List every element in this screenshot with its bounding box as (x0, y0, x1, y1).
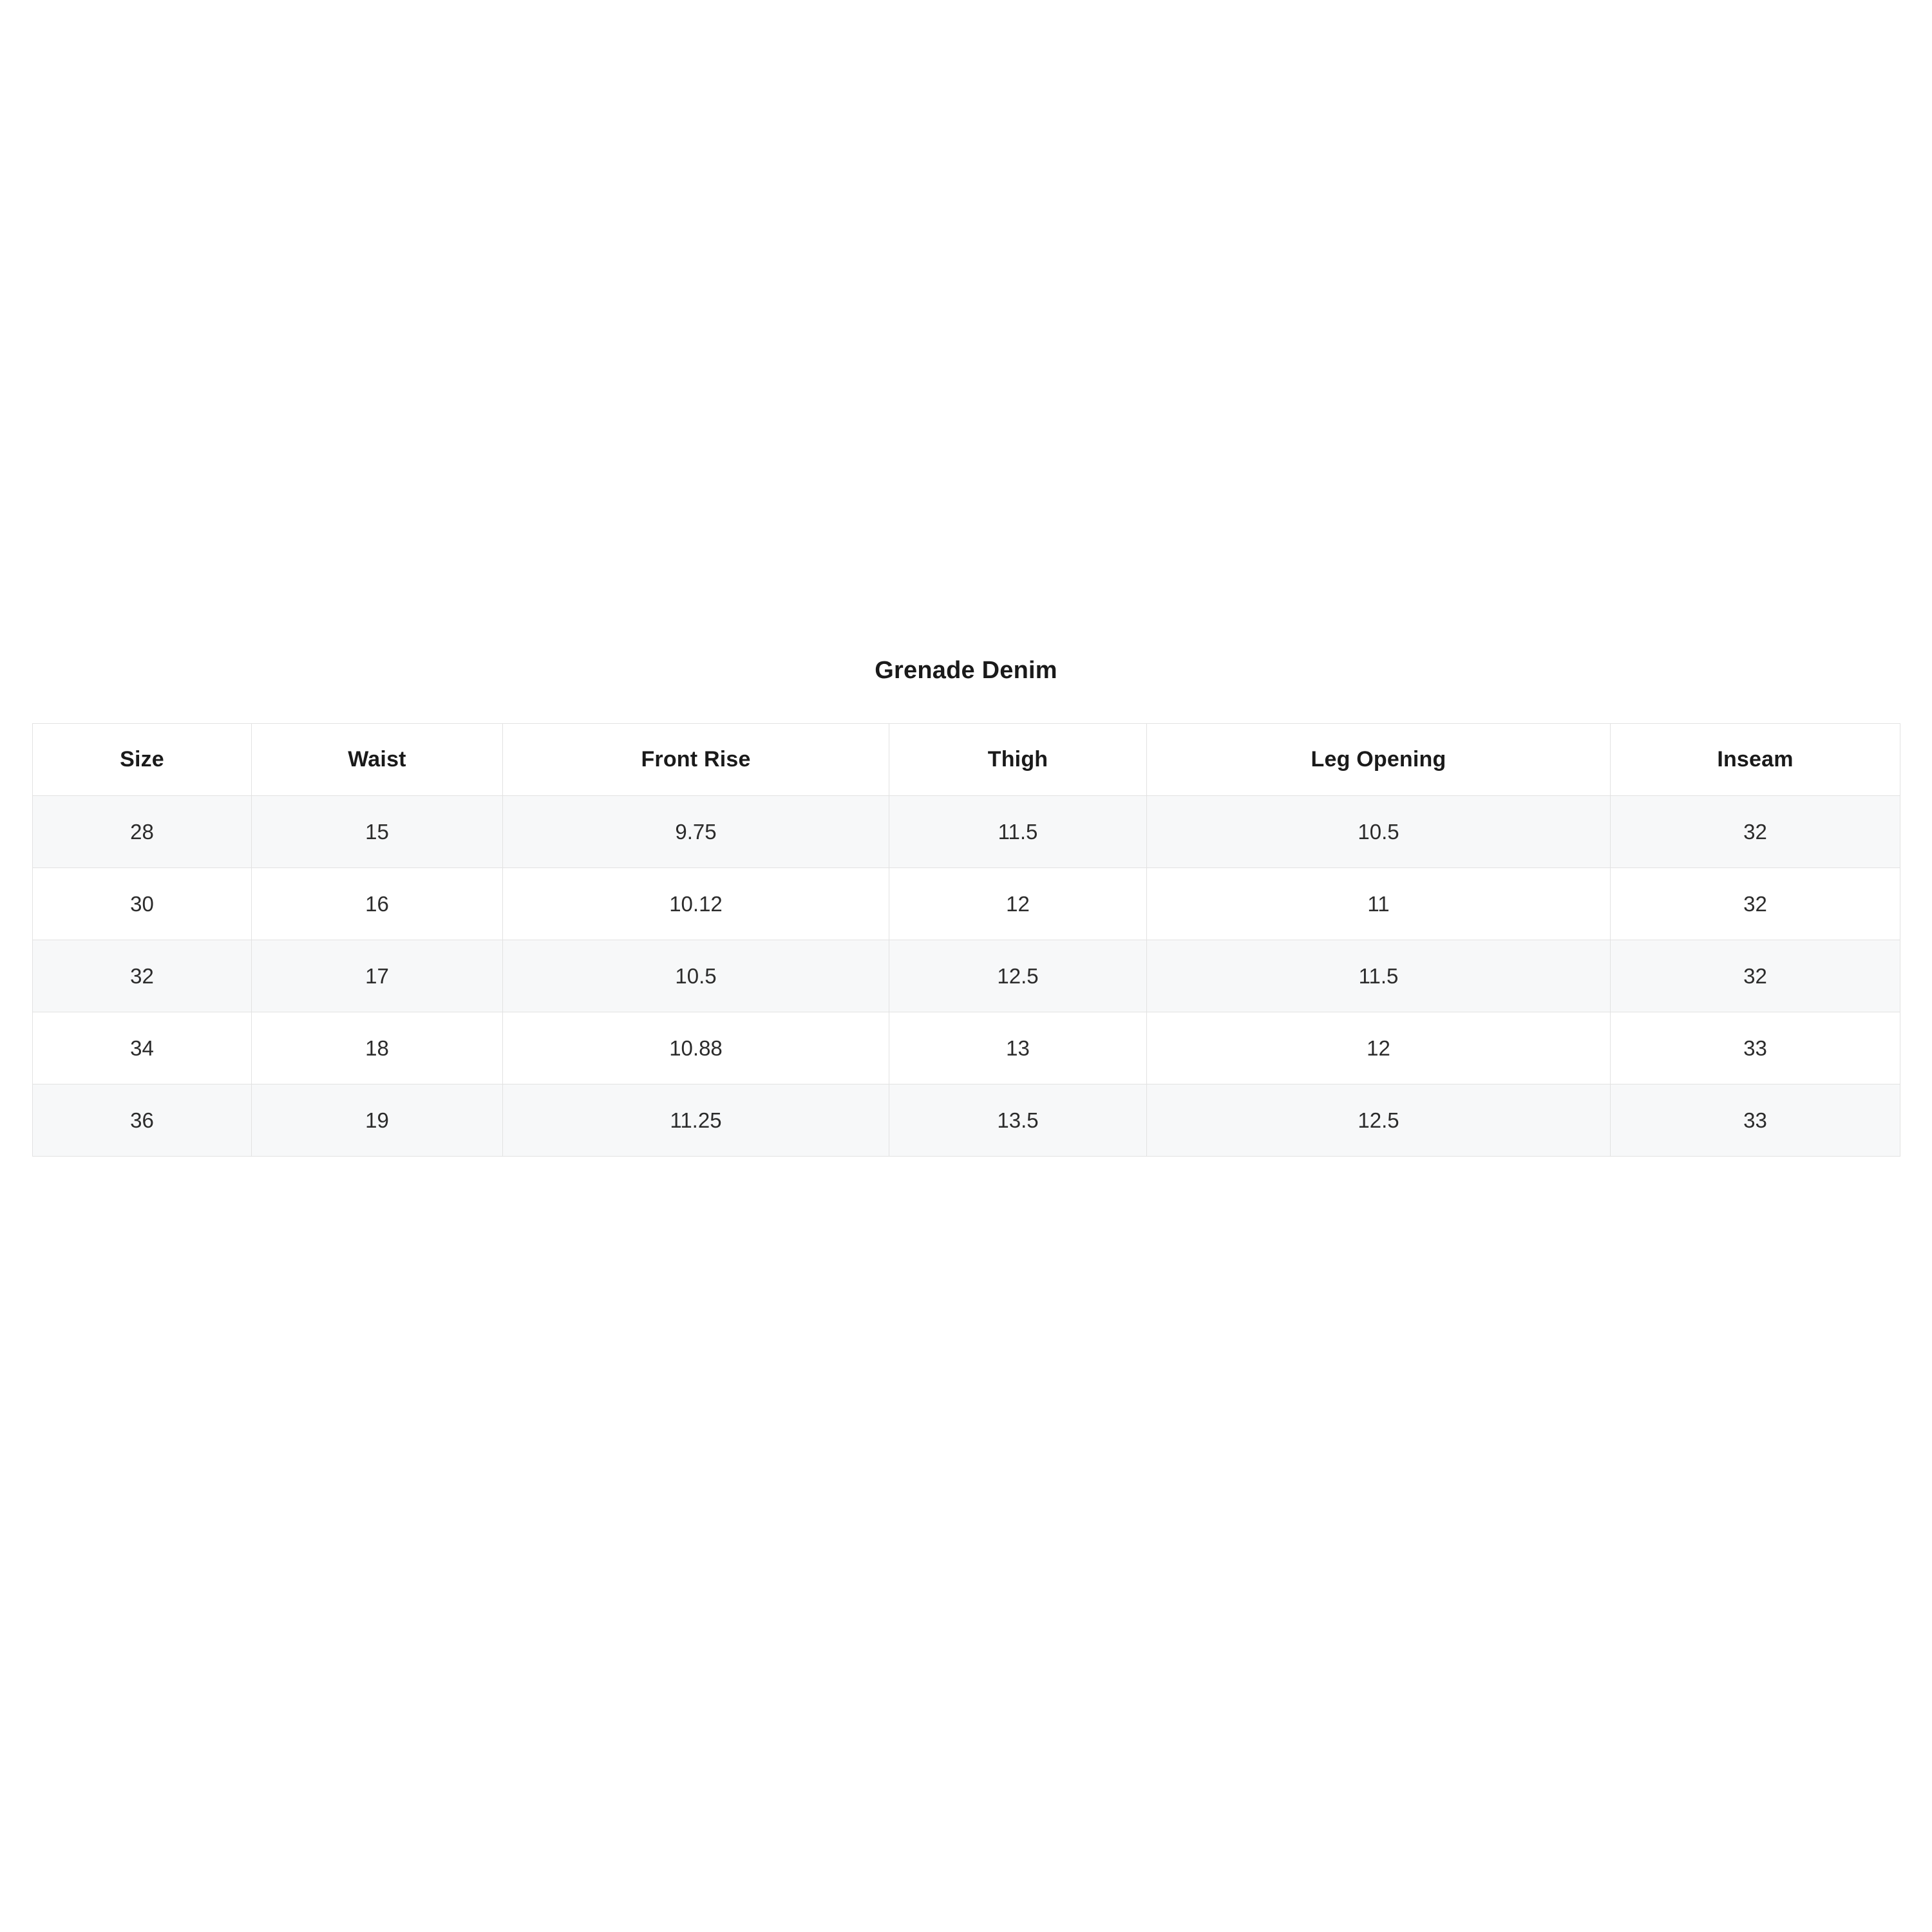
column-header-leg-opening: Leg Opening (1147, 724, 1611, 796)
size-chart-container (32, 657, 1900, 1157)
column-header-waist: Waist (252, 724, 503, 796)
cell-front-rise: 9.75 (503, 796, 889, 868)
cell-front-rise: 11.25 (503, 1084, 889, 1157)
cell-leg-opening: 12.5 (1147, 1084, 1611, 1157)
column-header-size: Size (33, 724, 252, 796)
cell-thigh: 13 (889, 1012, 1147, 1084)
cell-waist: 19 (252, 1084, 503, 1157)
cell-front-rise: 10.12 (503, 868, 889, 940)
table-row (33, 796, 1900, 868)
cell-size: 30 (33, 868, 252, 940)
cell-leg-opening: 11 (1147, 868, 1611, 940)
table-body (33, 796, 1900, 1157)
table-header-row (33, 724, 1900, 796)
cell-thigh: 12.5 (889, 940, 1147, 1012)
cell-leg-opening: 11.5 (1147, 940, 1611, 1012)
cell-size: 34 (33, 1012, 252, 1084)
cell-inseam: 33 (1611, 1012, 1900, 1084)
cell-leg-opening: 12 (1147, 1012, 1611, 1084)
table-row (33, 1012, 1900, 1084)
cell-thigh: 11.5 (889, 796, 1147, 868)
cell-size: 28 (33, 796, 252, 868)
cell-waist: 18 (252, 1012, 503, 1084)
cell-inseam: 33 (1611, 1084, 1900, 1157)
cell-front-rise: 10.88 (503, 1012, 889, 1084)
cell-waist: 16 (252, 868, 503, 940)
cell-size: 36 (33, 1084, 252, 1157)
table-header (33, 724, 1900, 796)
column-header-front-rise: Front Rise (503, 724, 889, 796)
column-header-inseam: Inseam (1611, 724, 1900, 796)
column-header-thigh: Thigh (889, 724, 1147, 796)
cell-size: 32 (33, 940, 252, 1012)
page-title: Grenade Denim (875, 657, 1057, 684)
cell-front-rise: 10.5 (503, 940, 889, 1012)
table-row (33, 940, 1900, 1012)
cell-waist: 17 (252, 940, 503, 1012)
cell-inseam: 32 (1611, 796, 1900, 868)
cell-leg-opening: 10.5 (1147, 796, 1611, 868)
cell-inseam: 32 (1611, 868, 1900, 940)
cell-waist: 15 (252, 796, 503, 868)
cell-thigh: 12 (889, 868, 1147, 940)
cell-inseam: 32 (1611, 940, 1900, 1012)
size-chart-table (32, 723, 1900, 1157)
cell-thigh: 13.5 (889, 1084, 1147, 1157)
table-row (33, 1084, 1900, 1157)
table-row (33, 868, 1900, 940)
